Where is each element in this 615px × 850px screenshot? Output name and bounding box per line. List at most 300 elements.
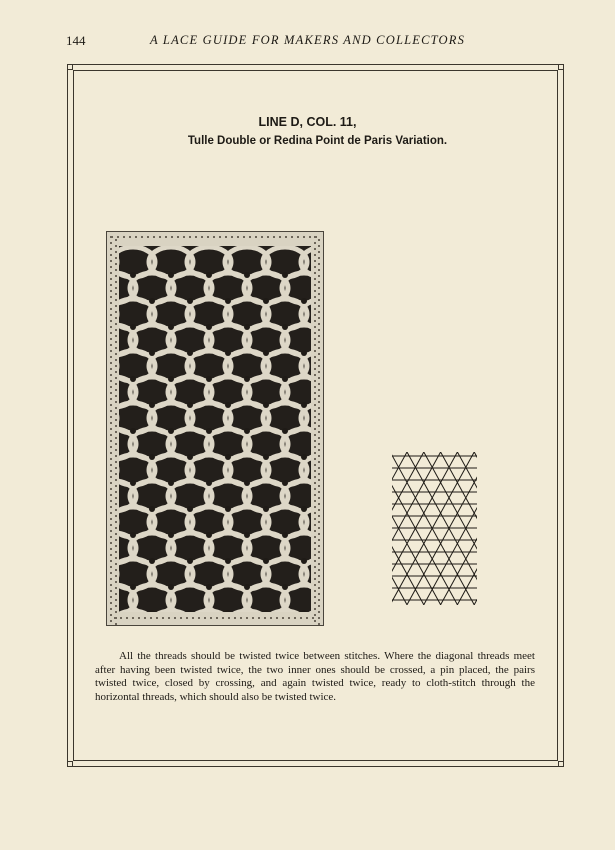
lace-edge-weave [318,257,320,259]
lace-edge-weave [303,236,305,238]
lace-mesh-image [107,232,323,625]
lace-edge-weave [314,494,316,496]
lace-edge-weave [314,614,316,616]
lace-edge-weave [318,473,320,475]
lace-pinhole [282,376,288,382]
lace-pinhole [168,480,174,486]
lace-edge-weave [314,296,316,298]
lace-edge-weave [288,617,290,619]
lace-edge-weave [177,236,179,238]
lace-edge-weave [314,356,316,358]
lace-pinhole [301,454,307,460]
lace-edge-weave [207,236,209,238]
lace-edge-weave [243,236,245,238]
lace-edge-weave [318,317,320,319]
lace-edge-weave [314,290,316,292]
lace-edge-weave [115,581,117,583]
lace-pinhole [282,584,288,590]
lace-edge-weave [318,341,320,343]
lace-pinhole [206,532,212,538]
lace-edge-weave [314,386,316,388]
lace-edge-weave [318,569,320,571]
lace-edge-weave [318,455,320,457]
lace-edge-weave [110,446,112,448]
lace-edge-weave [318,509,320,511]
lace-pinhole [130,532,136,538]
lace-edge-weave [318,491,320,493]
lace-edge-weave [115,275,117,277]
lace-edge-weave [110,488,112,490]
lace-edge-weave [246,617,248,619]
lace-edge-weave [110,524,112,526]
lace-edge-weave [115,353,117,355]
lace-edge-weave [314,398,316,400]
lace-edge-weave [189,236,191,238]
lace-edge-weave [129,236,131,238]
lace-edge-weave [314,326,316,328]
lace-edge-weave [318,311,320,313]
lace-edge-weave [314,596,316,598]
lace-edge-weave [318,239,320,241]
lace-pinhole [206,272,212,278]
lace-edge-weave [110,452,112,454]
lace-edge-weave [297,236,299,238]
lace-edge-weave [314,572,316,574]
lace-edge-weave [204,617,206,619]
lace-edge-weave [110,434,112,436]
lace-edge-weave [111,236,113,238]
lace-edge-weave [237,236,239,238]
lace-edge-weave [110,500,112,502]
lace-edge-weave [282,617,284,619]
plate-title: LINE D, COL. 11, [258,115,357,129]
lace-pinhole [149,298,155,304]
lace-edge-weave [115,509,117,511]
lace-edge-weave [314,248,316,250]
lace-edge-weave [264,617,266,619]
lace-border-right [311,232,323,625]
lace-edge-weave [314,470,316,472]
lace-edge-weave [110,380,112,382]
lace-edge-weave [318,593,320,595]
lace-edge-weave [279,236,281,238]
lace-edge-weave [115,281,117,283]
lace-edge-weave [110,254,112,256]
lace-pinhole [187,298,193,304]
lace-edge-weave [115,419,117,421]
lace-edge-weave [115,599,117,601]
lace-edge-weave [115,407,117,409]
lace-edge-weave [110,494,112,496]
lace-edge-weave [115,479,117,481]
lace-edge-weave [314,566,316,568]
lace-pinhole [206,480,212,486]
lace-edge-weave [318,245,320,247]
lace-edge-weave [126,617,128,619]
lace-edge-weave [318,437,320,439]
lace-pinhole [168,272,174,278]
lace-edge-weave [110,398,112,400]
lace-edge-weave [165,236,167,238]
pricking-diagram [392,452,477,605]
plate-subtitle: Tulle Double or Redina Point de Paris Variation. [187,135,448,147]
lace-edge-weave [135,236,137,238]
lace-edge-weave [318,461,320,463]
lace-edge-weave [110,620,112,622]
lace-edge-weave [115,449,117,451]
lace-border-left [107,232,119,625]
lace-edge-weave [314,272,316,274]
lace-edge-weave [120,617,122,619]
lace-edge-weave [318,425,320,427]
lace-edge-weave [115,575,117,577]
lace-edge-weave [144,617,146,619]
lace-pinhole [149,402,155,408]
lace-edge-weave [110,584,112,586]
lace-pinhole [225,350,231,356]
lace-edge-weave [318,563,320,565]
lace-edge-weave [318,581,320,583]
lace-pinhole [263,558,269,564]
lace-edge-weave [110,608,112,610]
lace-edge-weave [314,422,316,424]
lace-edge-weave [110,308,112,310]
lace-pinhole [244,272,250,278]
lace-edge-weave [110,416,112,418]
lace-edge-weave [314,512,316,514]
lace-edge-weave [318,587,320,589]
lace-edge-weave [231,236,233,238]
lace-edge-weave [318,551,320,553]
lace-edge-weave [115,323,117,325]
lace-pinhole [168,376,174,382]
lace-pinhole [282,532,288,538]
lace-pinhole [282,480,288,486]
lace-edge-weave [110,410,112,412]
lace-edge-weave [115,269,117,271]
lace-edge-weave [314,338,316,340]
lace-edge-weave [318,389,320,391]
lace-edge-weave [314,332,316,334]
lace-edge-weave [110,596,112,598]
lace-edge-weave [115,311,117,313]
frame-corner [558,761,564,767]
lace-edge-weave [318,365,320,367]
lace-edge-weave [314,500,316,502]
lace-edge-weave [314,284,316,286]
lace-edge-weave [115,521,117,523]
lace-edge-weave [318,527,320,529]
lace-edge-weave [110,512,112,514]
lace-edge-weave [314,266,316,268]
lace-edge-weave [115,425,117,427]
lace-pinhole [282,428,288,434]
frame-corner [558,64,564,70]
lace-pinhole [130,376,136,382]
lace-edge-weave [141,236,143,238]
lace-edge-weave [110,356,112,358]
lace-edge-weave [314,314,316,316]
lace-edge-weave [318,497,320,499]
lace-pinhole [244,428,250,434]
lace-edge-weave [318,353,320,355]
lace-edge-weave [213,236,215,238]
lace-edge-weave [306,617,308,619]
lace-pinhole [168,584,174,590]
lace-edge-weave [115,287,117,289]
lace-edge-weave [318,359,320,361]
lace-pinhole [187,558,193,564]
lace-edge-weave [115,401,117,403]
lace-pinhole [244,324,250,330]
lace-edge-weave [110,536,112,538]
lace-edge-weave [115,491,117,493]
lace-edge-weave [314,404,316,406]
lace-pinhole [263,506,269,512]
lace-edge-weave [314,434,316,436]
lace-pinhole [130,584,136,590]
lace-edge-weave [314,488,316,490]
lace-edge-weave [318,377,320,379]
frame-corner [67,64,73,70]
lace-edge-weave [115,515,117,517]
lace-edge-weave [115,341,117,343]
lace-edge-weave [314,530,316,532]
lace-edge-weave [110,470,112,472]
lace-edge-weave [110,350,112,352]
lace-edge-weave [117,236,119,238]
lace-edge-weave [115,293,117,295]
lace-edge-weave [115,557,117,559]
lace-pinhole [130,480,136,486]
lace-edge-weave [159,236,161,238]
lace-edge-weave [115,383,117,385]
lace-edge-weave [171,236,173,238]
lace-edge-weave [115,473,117,475]
lace-edge-weave [318,617,320,619]
lace-pinhole [187,454,193,460]
lace-edge-weave [318,329,320,331]
lace-edge-weave [318,413,320,415]
lace-edge-weave [110,368,112,370]
lace-edge-weave [318,599,320,601]
lace-edge-weave [110,572,112,574]
lace-edge-weave [314,320,316,322]
lace-edge-weave [110,320,112,322]
lace-edge-weave [314,584,316,586]
lace-edge-weave [110,464,112,466]
lace-edge-weave [222,617,224,619]
lace-pinhole [225,454,231,460]
lace-edge-weave [318,431,320,433]
lace-edge-weave [314,374,316,376]
lace-edge-weave [314,458,316,460]
lace-edge-weave [110,590,112,592]
lace-edge-weave [110,428,112,430]
lace-edge-weave [267,236,269,238]
lace-pinhole [282,272,288,278]
lace-pinhole [282,324,288,330]
lace-edge-weave [110,362,112,364]
lace-edge-weave [318,401,320,403]
lace-edge-weave [115,317,117,319]
lace-edge-weave [115,437,117,439]
lace-edge-weave [180,617,182,619]
lace-border-top [107,232,323,246]
lace-pinhole [168,324,174,330]
lace-edge-weave [110,290,112,292]
lace-edge-weave [273,236,275,238]
lace-edge-weave [258,617,260,619]
lace-edge-weave [110,314,112,316]
lace-edge-weave [294,617,296,619]
lace-edge-weave [318,305,320,307]
lace-pinhole [225,298,231,304]
lace-sample-photo [106,231,324,626]
lace-edge-weave [115,593,117,595]
lace-edge-weave [318,251,320,253]
lace-edge-weave [110,476,112,478]
lace-edge-weave [318,299,320,301]
lace-edge-weave [115,503,117,505]
lace-edge-weave [110,272,112,274]
lace-edge-weave [110,578,112,580]
lace-edge-weave [110,506,112,508]
lace-edge-weave [115,611,117,613]
lace-edge-weave [314,308,316,310]
lace-edge-weave [315,236,317,238]
lace-edge-weave [115,545,117,547]
lace-pinhole [244,584,250,590]
pricking-diagram-lines [392,452,477,605]
lace-pinhole [187,506,193,512]
lace-edge-weave [314,548,316,550]
lace-edge-weave [115,299,117,301]
lace-edge-weave [318,449,320,451]
lace-edge-weave [110,614,112,616]
lace-edge-weave [110,542,112,544]
lace-edge-weave [318,269,320,271]
lace-edge-weave [314,416,316,418]
lace-edge-weave [110,296,112,298]
lace-edge-weave [110,458,112,460]
lace-edge-weave [314,506,316,508]
lace-edge-weave [115,467,117,469]
running-title: A LACE GUIDE FOR MAKERS AND COLLECTORS [150,33,466,47]
lace-pinhole [149,506,155,512]
lace-pinhole [149,350,155,356]
lace-edge-weave [110,344,112,346]
lace-edge-weave [115,431,117,433]
lace-edge-weave [115,527,117,529]
lace-edge-weave [314,578,316,580]
lace-edge-weave [318,515,320,517]
lace-edge-weave [314,524,316,526]
lace-edge-weave [115,377,117,379]
lace-edge-weave [115,413,117,415]
lace-pinhole [244,480,250,486]
lace-edge-weave [115,551,117,553]
lace-edge-weave [291,236,293,238]
lace-edge-weave [115,359,117,361]
lace-edge-weave [318,479,320,481]
lace-edge-weave [183,236,185,238]
lace-edge-weave [314,344,316,346]
lace-edge-weave [110,374,112,376]
lace-edge-weave [314,536,316,538]
lace-pinhole [301,298,307,304]
lace-edge-weave [138,617,140,619]
lace-edge-weave [110,302,112,304]
lace-pinhole [301,506,307,512]
lace-edge-weave [115,485,117,487]
lace-edge-weave [318,623,320,625]
lace-pinhole [301,350,307,356]
lace-edge-weave [115,251,117,253]
lace-edge-weave [110,530,112,532]
lace-pinhole [244,376,250,382]
lace-edge-weave [309,236,311,238]
lace-edge-weave [252,617,254,619]
lace-pinhole [206,584,212,590]
lace-edge-weave [156,617,158,619]
lace-edge-weave [285,236,287,238]
lace-edge-weave [240,617,242,619]
lace-edge-weave [115,587,117,589]
lace-edge-weave [110,560,112,562]
lace-edge-weave [110,266,112,268]
lace-edge-weave [270,617,272,619]
lace-edge-weave [314,452,316,454]
lace-edge-weave [115,263,117,265]
lace-edge-weave [115,605,117,607]
lace-edge-weave [110,566,112,568]
lace-edge-weave [110,278,112,280]
lace-edge-weave [314,590,316,592]
lace-pinhole [301,402,307,408]
lace-edge-weave [261,236,263,238]
lace-edge-weave [234,617,236,619]
lace-edge-weave [318,275,320,277]
lace-pinhole [225,506,231,512]
lace-edge-weave [312,617,314,619]
lace-edge-weave [225,236,227,238]
lace-edge-weave [314,242,316,244]
lace-edge-weave [318,533,320,535]
lace-edge-weave [314,278,316,280]
lace-edge-weave [300,617,302,619]
lace-edge-weave [314,620,316,622]
lace-edge-weave [192,617,194,619]
lace-edge-weave [115,569,117,571]
lace-edge-weave [318,383,320,385]
lace-edge-weave [110,242,112,244]
lace-edge-weave [318,293,320,295]
lace-pinhole [187,350,193,356]
lace-pinhole [206,428,212,434]
lace-edge-weave [318,395,320,397]
lace-edge-weave [314,560,316,562]
lace-edge-weave [115,461,117,463]
lace-edge-weave [318,611,320,613]
lace-edge-weave [110,284,112,286]
lace-pinhole [263,402,269,408]
lace-edge-weave [115,245,117,247]
lace-edge-weave [219,236,221,238]
lace-edge-weave [114,617,116,619]
lace-edge-weave [153,236,155,238]
frame-corner [67,761,73,767]
